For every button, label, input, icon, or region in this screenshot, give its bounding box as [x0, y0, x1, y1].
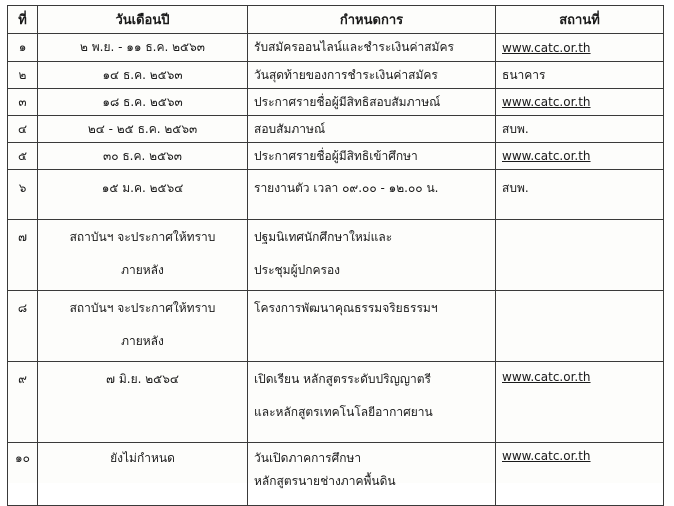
place-text: สบพ.	[502, 121, 529, 136]
place-link[interactable]: www.catc.or.th	[502, 149, 591, 163]
row-number: ๑๐	[8, 443, 38, 506]
column-header-no: ที่	[8, 6, 38, 34]
row-item	[248, 89, 496, 116]
date-line: ยังไม่กำหนด	[110, 451, 175, 465]
item-line: รับสมัครออนไลน์และชำระเงินค่าสมัคร	[254, 40, 454, 54]
row-place	[496, 362, 664, 443]
item-line: ปฐมนิเทศนักศึกษาใหม่และ	[254, 230, 393, 244]
date-line: ๑๕ ม.ค. ๒๕๖๔	[101, 181, 184, 195]
row-date	[38, 170, 248, 220]
row-date	[38, 116, 248, 143]
row-item	[248, 143, 496, 170]
table-row	[8, 362, 664, 443]
schedule-document	[7, 5, 663, 488]
row-place	[496, 89, 664, 116]
item-line: โครงการพัฒนาคุณธรรมจริยธรรมฯ	[254, 301, 438, 315]
row-item	[248, 220, 496, 291]
item-line: และหลักสูตรเทคโนโลยีอากาศยาน	[254, 405, 433, 419]
row-place	[496, 170, 664, 220]
row-date	[38, 443, 248, 506]
row-number: ๙	[8, 362, 38, 443]
row-item	[248, 362, 496, 443]
row-number: ๑	[8, 34, 38, 62]
table-row	[8, 220, 664, 291]
row-place	[496, 62, 664, 89]
date-line: ๗ มิ.ย. ๒๕๖๔	[106, 372, 179, 386]
row-date	[38, 143, 248, 170]
row-number: ๕	[8, 143, 38, 170]
column-header-place: สถานที่	[496, 6, 664, 34]
item-line: วันเปิดภาคการศึกษา	[254, 451, 362, 465]
row-place	[496, 443, 664, 506]
row-place	[496, 116, 664, 143]
place-link[interactable]: www.catc.or.th	[502, 449, 591, 463]
place-link[interactable]: www.catc.or.th	[502, 40, 591, 55]
date-line: ๒ พ.ย. - ๑๑ ธ.ค. ๒๕๖๓	[80, 40, 205, 54]
row-item	[248, 62, 496, 89]
date-line: ๑๘ ธ.ค. ๒๕๖๓	[102, 94, 183, 109]
item-line: ประกาศรายชื่อผู้มีสิทธิสอบสัมภาษณ์	[254, 94, 441, 109]
table-header-row	[8, 6, 664, 34]
row-place	[496, 143, 664, 170]
row-date	[38, 89, 248, 116]
schedule-table	[7, 5, 664, 506]
date-line: สถาบันฯ จะประกาศให้ทราบ	[69, 230, 216, 244]
table-row	[8, 291, 664, 362]
item-line: วันสุดท้ายของการชำระเงินค่าสมัคร	[254, 67, 438, 82]
item-line: รายงานตัว เวลา ๐๙.๐๐ - ๑๒.๐๐ น.	[254, 181, 439, 195]
date-line: ภายหลัง	[121, 334, 164, 348]
row-number: ๗	[8, 220, 38, 291]
row-place	[496, 34, 664, 62]
row-date	[38, 362, 248, 443]
place-link[interactable]: www.catc.or.th	[502, 95, 591, 109]
row-item	[248, 291, 496, 362]
date-line: ๑๔ ธ.ค. ๒๕๖๓	[102, 67, 183, 82]
row-number: ๒	[8, 62, 38, 89]
row-date	[38, 34, 248, 62]
place-link[interactable]: www.catc.or.th	[502, 370, 591, 384]
place-text: สบพ.	[502, 181, 529, 195]
item-line: ประกาศรายชื่อผู้มีสิทธิเข้าศึกษา	[254, 148, 418, 163]
table-row	[8, 34, 664, 62]
row-item	[248, 34, 496, 62]
row-date	[38, 62, 248, 89]
table-row	[8, 443, 664, 506]
item-line: เปิดเรียน หลักสูตรระดับปริญญาตรี	[254, 372, 431, 386]
row-number: ๓	[8, 89, 38, 116]
item-line: สอบสัมภาษณ์	[254, 121, 326, 136]
date-line: ภายหลัง	[121, 263, 164, 277]
column-header-date: วันเดือนปี	[38, 6, 248, 34]
table-row	[8, 170, 664, 220]
row-place	[496, 291, 664, 362]
date-line: ๓๐ ธ.ค. ๒๕๖๓	[103, 148, 182, 163]
item-line: ประชุมผู้ปกครอง	[254, 263, 341, 277]
place-text: ธนาคาร	[502, 67, 546, 82]
column-header-item: กำหนดการ	[248, 6, 496, 34]
row-number: ๘	[8, 291, 38, 362]
row-place	[496, 220, 664, 291]
row-number: ๔	[8, 116, 38, 143]
row-item	[248, 116, 496, 143]
table-row	[8, 116, 664, 143]
date-line: ๒๔ - ๒๕ ธ.ค. ๒๕๖๓	[87, 121, 198, 136]
row-item	[248, 443, 496, 506]
table-row	[8, 62, 664, 89]
date-line: สถาบันฯ จะประกาศให้ทราบ	[69, 301, 216, 315]
row-date	[38, 220, 248, 291]
item-line: หลักสูตรนายช่างภาคพื้นดิน	[254, 474, 396, 488]
row-date	[38, 291, 248, 362]
table-row	[8, 89, 664, 116]
row-item	[248, 170, 496, 220]
table-row	[8, 143, 664, 170]
row-number: ๖	[8, 170, 38, 220]
